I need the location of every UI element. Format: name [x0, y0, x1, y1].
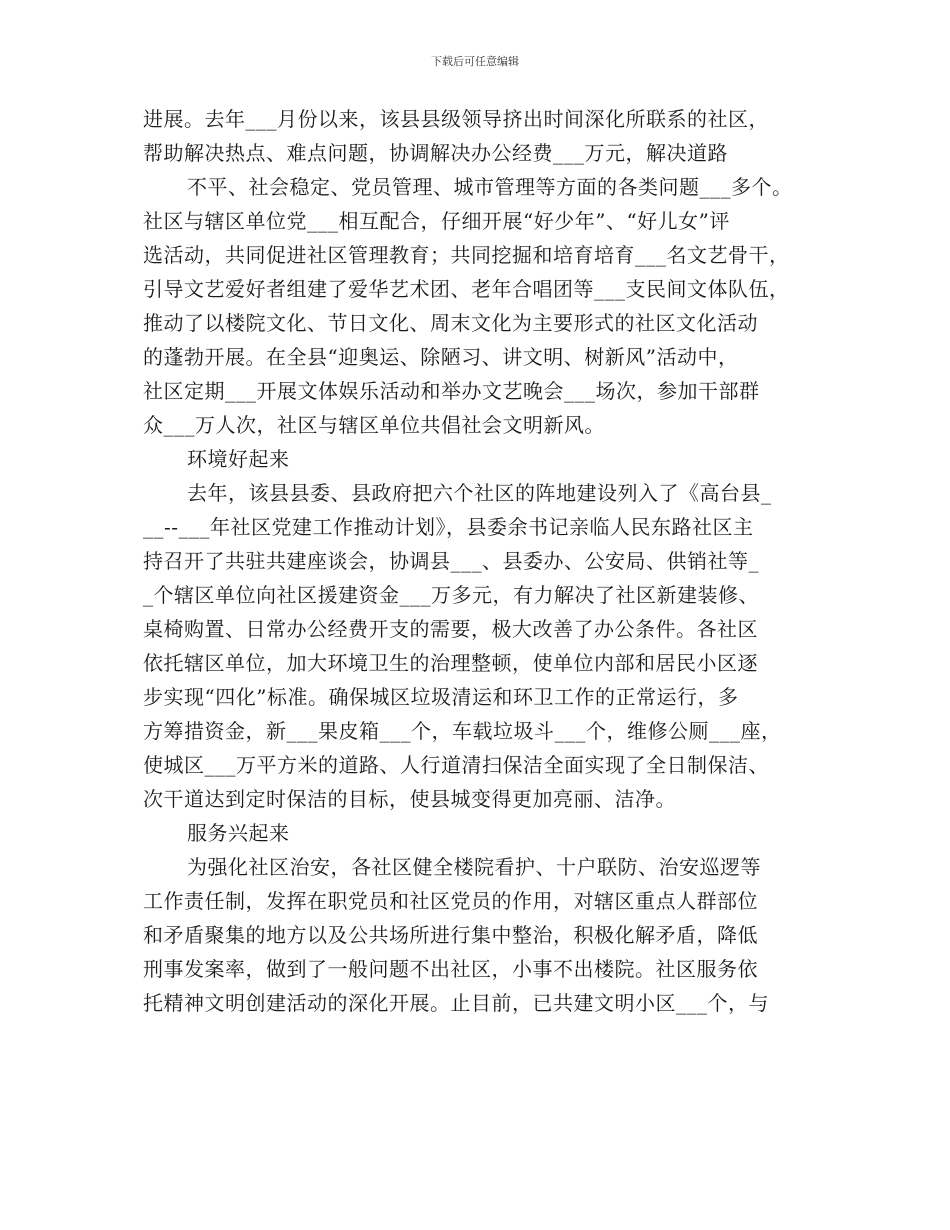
text-line: 步实现“四化”标准。确保城区垃圾清运和环卫工作的正常运行，多 [143, 685, 739, 709]
text-line: 工作责任制，发挥在职党员和社区党员的作用，对辖区重点人群部位 [143, 889, 758, 913]
text-line: 依托辖区单位，加大环境卫生的治理整顿，使单位内部和居民小区逐 [143, 651, 758, 675]
text-line: 方筹措资金，新___果皮箱___个，车载垃圾斗___个，维修公厕___座， [143, 719, 782, 743]
text-line: 和矛盾聚集的地方以及公共场所进行集中整治，积极化解矛盾，降低 [143, 923, 758, 947]
text-line: 选活动，共同促进社区管理教育；共同挖掘和培育培育___名文艺骨干， [143, 243, 790, 267]
text-line: 服务兴起来 [187, 821, 290, 845]
text-line: 次干道达到定时保洁的目标，使县城变得更加亮丽、洁净。 [143, 787, 676, 811]
document-body [143, 102, 833, 1020]
text-line: 不平、社会稳定、党员管理、城市管理等方面的各类问题___多个。 [187, 175, 793, 199]
text-line: 社区与辖区单位党___相互配合，仔细开展“好少年”、“好儿女”评 [143, 209, 730, 233]
text-line: 环境好起来 [187, 447, 290, 471]
page-header: 下载后可任意编辑 [431, 55, 519, 68]
text-line: 桌椅购置、日常办公经费开支的需要，极大改善了办公条件。各社区 [143, 617, 758, 641]
text-line: 持召开了共驻共建座谈会，协调县___、县委办、公安局、供销社等_ [143, 549, 759, 573]
text-line: 的蓬勃开展。在全县“迎奥运、除陋习、讲文明、树新风”活动中， [143, 345, 739, 369]
text-line: 推动了以楼院文化、节日文化、周末文化为主要形式的社区文化活动 [143, 311, 758, 335]
text-line: 刑事发案率，做到了一般问题不出社区，小事不出楼院。社区服务依 [143, 957, 758, 981]
text-line: 使城区___万平方米的道路、人行道清扫保洁全面实现了全日制保洁、 [143, 753, 769, 777]
text-line: 托精神文明创建活动的深化开展。止目前，已共建文明小区___个，与 [143, 991, 769, 1015]
text-line: 进展。去年___月份以来，该县县级领导挤出时间深化所联系的社区， [143, 107, 769, 131]
text-line: 帮助解决热点、难点问题，协调解决办公经费___万元，解决道路 [143, 141, 728, 165]
text-line: 去年，该县县委、县政府把六个社区的阵地建设列入了《高台县_ [187, 481, 772, 505]
text-line: 众___万人次，社区与辖区单位共倡社会文明新风。 [143, 413, 605, 437]
text-line: 引导文艺爱好者组建了爱华艺术团、老年合唱团等___支民间文体队伍， [143, 277, 790, 301]
text-line: _个辖区单位向社区援建资金___万多元，有力解决了社区新建装修、 [143, 583, 759, 607]
text-line: 社区定期___开展文体娱乐活动和举办文艺晚会___场次，参加干部群 [143, 379, 760, 403]
text-line: __--___年社区党建工作推动计划》，县委余书记亲临人民东路社区主 [143, 515, 754, 539]
text-line: 为强化社区治安，各社区健全楼院看护、十户联防、治安巡逻等 [187, 855, 761, 879]
